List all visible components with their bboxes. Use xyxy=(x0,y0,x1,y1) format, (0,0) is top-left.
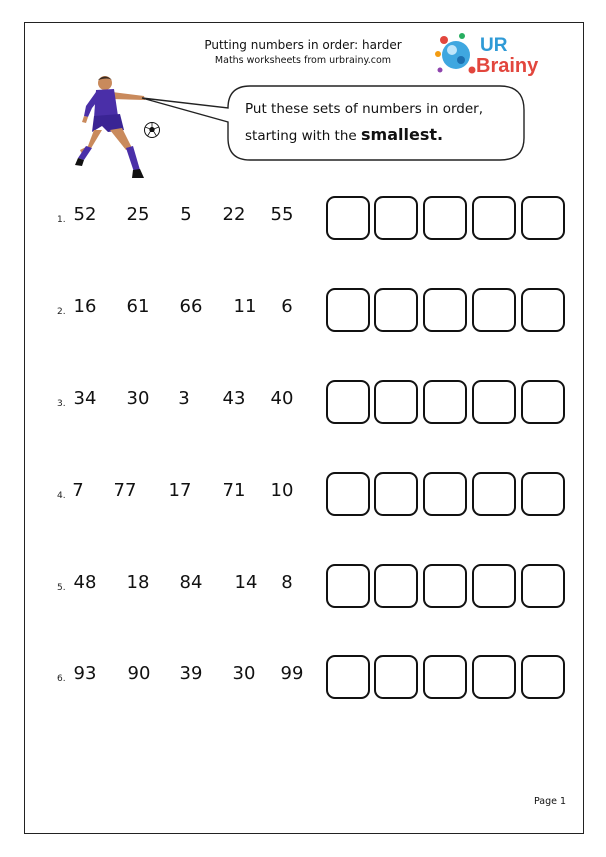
answer-box[interactable] xyxy=(472,380,516,424)
answer-box[interactable] xyxy=(472,472,516,516)
answer-box[interactable] xyxy=(521,380,565,424)
answer-box[interactable] xyxy=(423,472,467,516)
number-value: 77 xyxy=(113,480,137,501)
question-number: 3. xyxy=(57,399,66,409)
number-value: 6 xyxy=(281,296,293,317)
number-value: 11 xyxy=(233,296,257,317)
instruction-line-2 xyxy=(245,122,483,149)
number-value: 39 xyxy=(179,663,203,684)
logo-ur-text: UR xyxy=(480,35,508,56)
answer-box[interactable] xyxy=(326,288,370,332)
urbrainy-logo xyxy=(432,32,548,78)
number-value: 66 xyxy=(179,296,203,317)
answer-box[interactable] xyxy=(423,564,467,608)
number-value: 48 xyxy=(73,572,97,593)
number-value: 71 xyxy=(222,480,246,501)
answer-box[interactable] xyxy=(423,380,467,424)
number-value: 90 xyxy=(127,663,151,684)
number-value: 5 xyxy=(180,204,192,225)
question-number: 2. xyxy=(57,307,66,317)
answer-box[interactable] xyxy=(521,655,565,699)
answer-box[interactable] xyxy=(521,196,565,240)
answer-box[interactable] xyxy=(423,196,467,240)
number-value: 7 xyxy=(72,480,84,501)
instruction-line-1: Put these sets of numbers in order, xyxy=(245,101,483,117)
question-row-5 xyxy=(0,564,606,610)
answer-box[interactable] xyxy=(521,472,565,516)
question-number: 6. xyxy=(57,674,66,684)
question-number: 5. xyxy=(57,583,66,593)
answer-box[interactable] xyxy=(472,564,516,608)
answer-box[interactable] xyxy=(472,196,516,240)
question-row-1 xyxy=(0,196,606,242)
page-number: Page 1 xyxy=(534,796,567,807)
answer-box[interactable] xyxy=(374,472,418,516)
question-row-4 xyxy=(0,472,606,518)
answer-box[interactable] xyxy=(326,564,370,608)
worksheet-title: Putting numbers in order: harder xyxy=(204,38,402,52)
answer-box[interactable] xyxy=(374,196,418,240)
number-value: 10 xyxy=(270,480,294,501)
answer-box[interactable] xyxy=(326,655,370,699)
answer-box[interactable] xyxy=(326,472,370,516)
number-value: 55 xyxy=(270,204,294,225)
answer-box[interactable] xyxy=(521,564,565,608)
number-value: 30 xyxy=(232,663,256,684)
question-number: 4. xyxy=(57,491,66,501)
answer-box[interactable] xyxy=(472,655,516,699)
number-value: 30 xyxy=(126,388,150,409)
instruction-emphasis: smallest. xyxy=(361,125,444,144)
answer-box[interactable] xyxy=(374,288,418,332)
number-value: 34 xyxy=(73,388,97,409)
number-value: 52 xyxy=(73,204,97,225)
number-value: 14 xyxy=(234,572,258,593)
number-value: 61 xyxy=(126,296,150,317)
number-value: 16 xyxy=(73,296,97,317)
number-value: 22 xyxy=(222,204,246,225)
answer-box[interactable] xyxy=(326,380,370,424)
number-value: 84 xyxy=(179,572,203,593)
instruction-line-2-prefix: starting with the xyxy=(245,128,357,144)
number-value: 3 xyxy=(178,388,190,409)
worksheet-subtitle: Maths worksheets from urbrainy.com xyxy=(214,55,392,66)
number-value: 43 xyxy=(222,388,246,409)
number-value: 40 xyxy=(270,388,294,409)
answer-box[interactable] xyxy=(423,288,467,332)
question-number: 1. xyxy=(57,215,66,225)
number-value: 25 xyxy=(126,204,150,225)
number-value: 18 xyxy=(126,572,150,593)
number-value: 99 xyxy=(280,663,304,684)
logo-brainy-text: Brainy xyxy=(476,55,539,77)
question-row-3 xyxy=(0,380,606,426)
answer-box[interactable] xyxy=(374,655,418,699)
instruction-text xyxy=(245,96,483,149)
number-value: 8 xyxy=(281,572,293,593)
answer-box[interactable] xyxy=(326,196,370,240)
question-row-6 xyxy=(0,655,606,701)
number-value: 93 xyxy=(73,663,97,684)
question-row-2 xyxy=(0,288,606,334)
answer-box[interactable] xyxy=(521,288,565,332)
number-value: 17 xyxy=(168,480,192,501)
answer-box[interactable] xyxy=(374,380,418,424)
answer-box[interactable] xyxy=(374,564,418,608)
answer-box[interactable] xyxy=(472,288,516,332)
answer-box[interactable] xyxy=(423,655,467,699)
